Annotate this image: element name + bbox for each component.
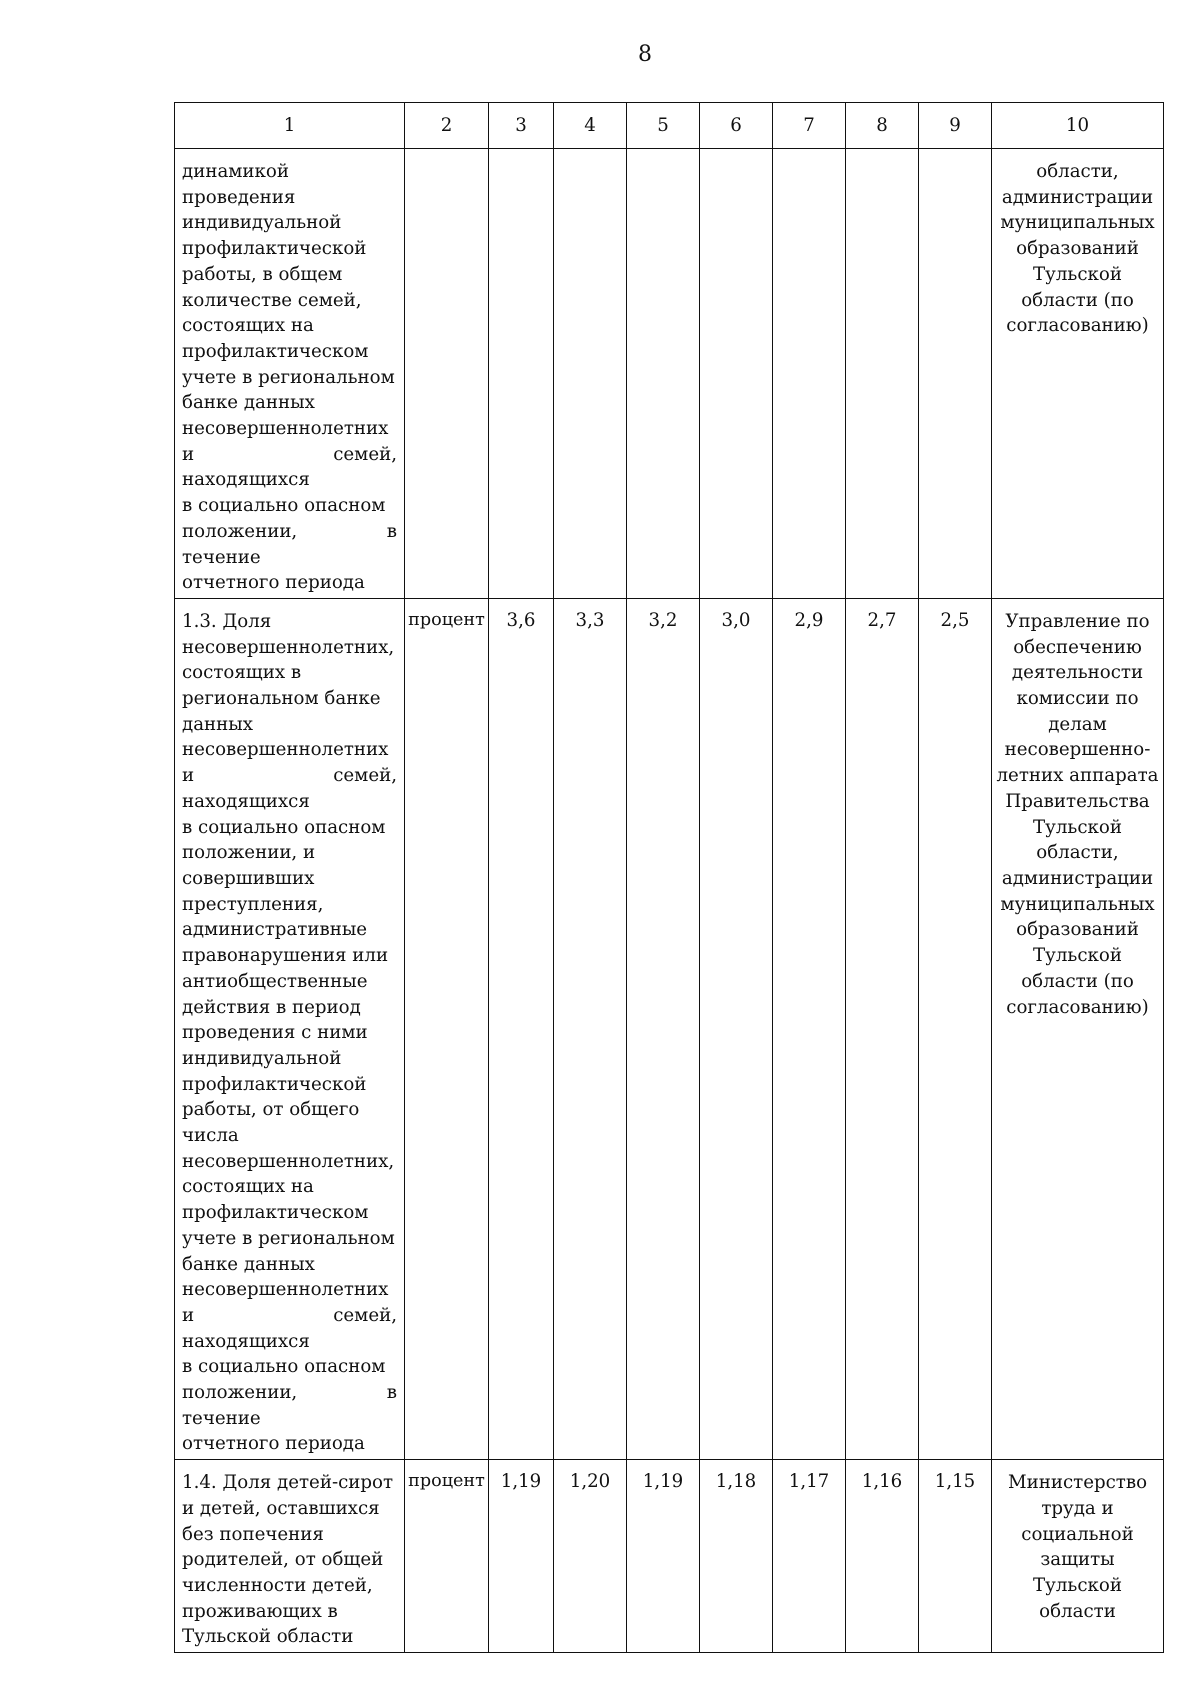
- indicator-line: антиобщественные: [182, 970, 368, 992]
- unit-cell: процент: [405, 1460, 489, 1653]
- responsible-line: образований: [1016, 919, 1139, 941]
- responsible-cell: [992, 598, 1164, 1459]
- table-row: [175, 598, 1164, 1459]
- header-cell-6: 6: [700, 103, 773, 149]
- value-cell: 1,20: [554, 1460, 627, 1653]
- indicator-line: профилактическом: [182, 1202, 369, 1224]
- table-row: [175, 149, 1164, 599]
- header-row: [175, 103, 1164, 149]
- indicator-line: отчетного периода: [182, 1433, 365, 1455]
- indicator-line: родителей, от общей: [182, 1549, 384, 1571]
- indicator-line: несовершеннолетних: [182, 739, 389, 761]
- responsible-line: области,: [1036, 842, 1119, 864]
- table-row: [175, 1460, 1164, 1653]
- responsible-line: согласованию): [1006, 315, 1149, 337]
- indicators-table: [174, 102, 1164, 1653]
- responsible-line: Управление по: [1005, 610, 1150, 632]
- responsible-line: образований: [1016, 238, 1139, 260]
- value-cell: [554, 149, 627, 599]
- responsible-line: комиссии по: [1016, 688, 1139, 710]
- indicator-line: данных: [182, 713, 254, 735]
- indicator-line: банке данных: [182, 392, 315, 414]
- responsible-line: летних аппарата: [996, 765, 1159, 787]
- indicator-line: несовершеннолетних,: [182, 636, 395, 658]
- indicator-line: положении, в течение: [182, 520, 397, 568]
- value-cell: 1,17: [773, 1460, 846, 1653]
- indicator-line: Тульской области: [182, 1626, 354, 1648]
- value-cell: [846, 149, 919, 599]
- responsible-line: Тульской: [1033, 1574, 1122, 1596]
- indicator-line: административные: [182, 919, 368, 941]
- header-cell-2: 2: [405, 103, 489, 149]
- value-cell: 3,6: [489, 598, 554, 1459]
- indicator-line: профилактической: [182, 238, 367, 260]
- responsible-line: администрации: [1001, 867, 1154, 889]
- responsible-cell: [992, 1460, 1164, 1653]
- indicator-line: работы, от общего: [182, 1099, 360, 1121]
- value-cell: 1,19: [627, 1460, 700, 1653]
- responsible-line: области,: [1036, 161, 1119, 182]
- indicator-line: преступления,: [182, 893, 324, 915]
- value-cell: [773, 149, 846, 599]
- indicator-line: 1.4. Доля детей-сирот: [182, 1472, 394, 1494]
- header-cell-4: 4: [554, 103, 627, 149]
- value-cell: 3,2: [627, 598, 700, 1459]
- indicator-cell: [175, 1460, 405, 1653]
- responsible-line: деятельности: [1011, 662, 1144, 684]
- indicator-line: действия в период: [182, 996, 361, 1018]
- indicator-line: в социально опасном: [182, 1356, 386, 1378]
- responsible-line: Тульской: [1033, 945, 1122, 967]
- indicator-line: отчетного периода: [182, 572, 365, 594]
- responsible-line: Правительства: [1005, 790, 1150, 812]
- unit-cell: [405, 149, 489, 599]
- responsible-line: области: [1039, 1600, 1116, 1622]
- value-cell: [627, 149, 700, 599]
- indicator-line: без попечения: [182, 1523, 324, 1545]
- indicator-line: в социально опасном: [182, 816, 386, 838]
- indicator-cell: [175, 149, 405, 599]
- indicator-line: численности детей,: [182, 1574, 373, 1596]
- value-cell: 1,18: [700, 1460, 773, 1653]
- indicator-line: и семей, находящихся: [182, 1304, 397, 1352]
- indicator-line: состоящих в: [182, 662, 302, 684]
- responsible-line: социальной: [1021, 1523, 1134, 1545]
- responsible-line: администрации: [1001, 186, 1154, 208]
- indicator-line: положении, в течение: [182, 1382, 397, 1429]
- indicator-line: учете в региональном: [182, 366, 395, 388]
- header-cell-9: 9: [919, 103, 992, 149]
- responsible-line: муниципальных: [1000, 212, 1155, 234]
- indicator-line: несовершеннолетних: [182, 418, 389, 440]
- responsible-line: области (по: [1021, 970, 1134, 992]
- indicator-line: и семей, находящихся: [182, 443, 397, 491]
- indicator-line: индивидуальной: [182, 1047, 342, 1069]
- indicator-line: индивидуальной: [182, 212, 342, 234]
- header-cell-7: 7: [773, 103, 846, 149]
- indicator-line: 1.3. Доля: [182, 610, 272, 632]
- indicator-line: проживающих в: [182, 1600, 338, 1622]
- header-cell-5: 5: [627, 103, 700, 149]
- indicator-line: состоящих на: [182, 315, 314, 337]
- header-cell-3: 3: [489, 103, 554, 149]
- value-cell: 3,0: [700, 598, 773, 1459]
- indicator-line: количестве семей,: [182, 289, 362, 311]
- responsible-line: согласованию): [1006, 996, 1149, 1018]
- indicator-line: проведения: [182, 186, 296, 208]
- indicator-line: учете в региональном: [182, 1227, 395, 1249]
- indicator-line: динамикой: [182, 161, 289, 182]
- header-cell-1: 1: [175, 103, 405, 149]
- responsible-line: делам: [1048, 713, 1107, 735]
- page-number: 8: [638, 42, 652, 67]
- indicator-line: несовершеннолетних: [182, 1279, 389, 1301]
- value-cell: [700, 149, 773, 599]
- unit-cell: процент: [405, 598, 489, 1459]
- indicator-line: положении, и: [182, 842, 316, 864]
- indicator-line: несовершеннолетних,: [182, 1150, 395, 1172]
- responsible-line: муниципальных: [1000, 893, 1155, 915]
- responsible-line: Тульской: [1033, 263, 1122, 285]
- responsible-line: обеспечению: [1013, 636, 1142, 658]
- indicator-line: совершивших: [182, 867, 315, 889]
- indicator-line: региональном банке: [182, 688, 381, 710]
- value-cell: 1,15: [919, 1460, 992, 1653]
- value-cell: [919, 149, 992, 599]
- indicator-line: и детей, оставшихся: [182, 1497, 380, 1519]
- indicator-cell: [175, 598, 405, 1459]
- indicator-line: банке данных: [182, 1253, 315, 1275]
- responsible-cell: [992, 149, 1164, 599]
- header-cell-8: 8: [846, 103, 919, 149]
- indicator-line: профилактической: [182, 1073, 367, 1095]
- indicator-line: работы, в общем: [182, 263, 343, 285]
- indicator-line: профилактическом: [182, 340, 369, 362]
- indicator-line: числа: [182, 1125, 239, 1147]
- indicator-line: проведения с ними: [182, 1022, 368, 1044]
- value-cell: 2,7: [846, 598, 919, 1459]
- indicator-line: в социально опасном: [182, 495, 386, 517]
- responsible-line: защиты: [1040, 1549, 1115, 1571]
- responsible-line: труда и: [1041, 1497, 1114, 1519]
- indicator-line: и семей, находящихся: [182, 765, 397, 812]
- value-cell: 1,16: [846, 1460, 919, 1653]
- responsible-line: области (по: [1021, 289, 1134, 311]
- indicator-line: состоящих на: [182, 1176, 314, 1198]
- value-cell: 2,9: [773, 598, 846, 1459]
- indicator-line: правонарушения или: [182, 945, 389, 967]
- value-cell: 2,5: [919, 598, 992, 1459]
- responsible-line: Министерство: [1007, 1472, 1148, 1494]
- responsible-line: несовершенно-: [1004, 739, 1151, 761]
- responsible-line: Тульской: [1033, 816, 1122, 838]
- value-cell: [489, 149, 554, 599]
- header-cell-10: 10: [992, 103, 1164, 149]
- value-cell: 1,19: [489, 1460, 554, 1653]
- value-cell: 3,3: [554, 598, 627, 1459]
